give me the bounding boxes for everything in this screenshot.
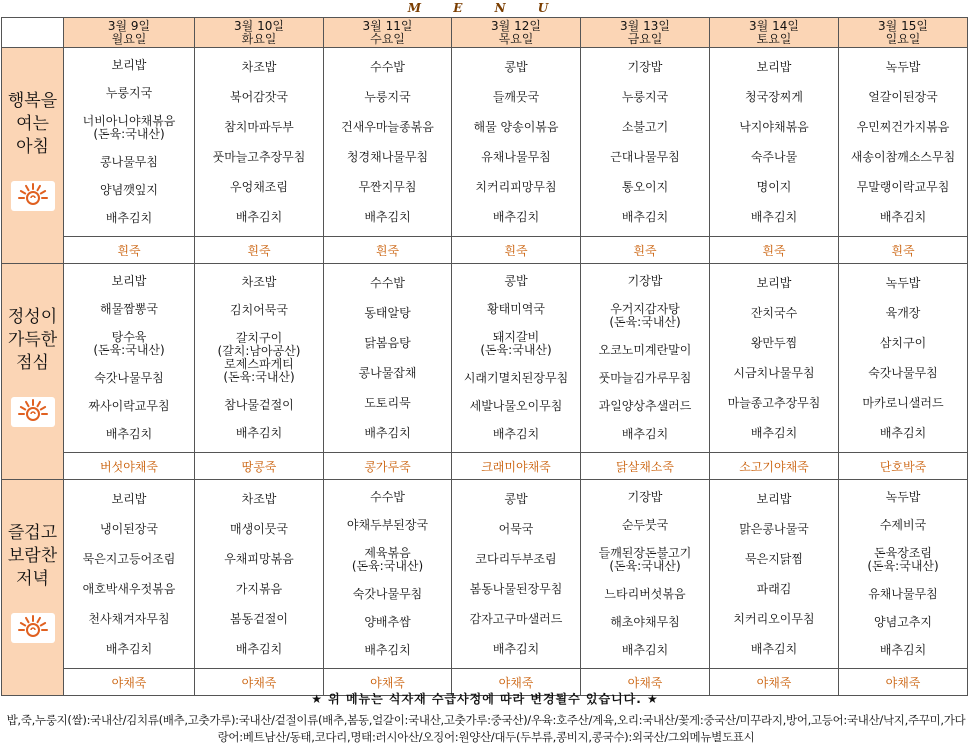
dish-item: 유채나물무침 <box>868 586 938 601</box>
dish-cell <box>581 480 710 669</box>
day-of-week: 토요일 <box>756 31 792 46</box>
day-date: 3월 10일 <box>234 18 284 33</box>
day-header <box>839 18 968 48</box>
meal-label: 행복을 여는 아침 <box>7 91 58 157</box>
dish-item: 명이지 <box>756 179 792 194</box>
dish-item: 도토리묵 <box>364 395 411 410</box>
day-header <box>710 18 839 48</box>
dish-item: 어묵국 <box>498 521 534 536</box>
dish-cell <box>452 480 581 669</box>
dish-item: 배추김치 <box>492 641 540 656</box>
dish-cell <box>452 48 581 237</box>
day-date: 3월 15일 <box>878 18 928 33</box>
dish-item: 너비아니야채볶음 (돈육:국내산) <box>82 114 176 142</box>
dish-item: 보리밥 <box>111 491 147 506</box>
dish-list <box>452 480 580 668</box>
dish-item: 시금치나물무침 <box>733 365 815 380</box>
dish-cell <box>195 480 324 669</box>
dish-item: 돈육장조림 (돈육:국내산) <box>867 546 939 574</box>
dish-item: 유채나물무침 <box>481 149 551 164</box>
porridge-row <box>2 453 968 480</box>
day-of-week: 수요일 <box>370 31 405 46</box>
sun-icon <box>11 613 55 643</box>
dish-item: 돼지갈비 (돈육:국내산) <box>480 330 552 358</box>
dish-item: 치커리오이무침 <box>733 611 815 626</box>
day-date: 3월 11일 <box>362 18 413 33</box>
dish-item: 북어감잣국 <box>230 89 288 104</box>
dish-item: 느타리버섯볶음 <box>604 586 686 601</box>
corner-cell <box>2 18 64 48</box>
dish-item: 배추김치 <box>492 426 540 441</box>
dish-list <box>839 480 967 668</box>
dish-item: 김치어묵국 <box>230 302 288 317</box>
dish-item: 배추김치 <box>235 426 283 441</box>
dish-list <box>839 264 967 452</box>
origin-info: 밥,죽,누룽지(쌀):국내산/김치류(배추,고춧가루):국내산/겉절이류(배추,봄동,얼갈이:국내산,고춧가루:중국산)/우육:호주산/계육,오리:국내산/꽃게:중국산/미꾸라지,방어,고등어:국내산/낙지,주꾸미,가다랑어:베트남산/동태,코다리,명태:러시아산/오징어:원양산/대두(두부류,콩비지,콩국수):외국산/그외메뉴별도표시 <box>6 713 966 744</box>
porridge-cell: 콩가루죽 <box>324 453 452 480</box>
meal-label-cell <box>2 480 64 696</box>
dish-list <box>839 48 967 236</box>
dish-item: 해물 양송이볶음 <box>473 119 559 134</box>
dish-item: 통오이지 <box>621 179 669 194</box>
dish-item: 양념깻잎지 <box>100 182 158 197</box>
dish-cell <box>64 264 195 453</box>
dish-item: 무짠지무침 <box>358 179 417 194</box>
dish-item: 배추김치 <box>105 641 153 656</box>
dish-item: 묵은지고등어조림 <box>82 551 176 566</box>
dish-item: 배추김치 <box>364 425 411 440</box>
dish-item: 양념고추지 <box>874 614 932 629</box>
dish-item: 삼치구이 <box>879 335 927 350</box>
dish-item: 녹두밥 <box>885 490 921 505</box>
porridge-cell: 야채죽 <box>581 669 710 696</box>
dish-item: 콩밥 <box>504 274 528 289</box>
dish-item: 동태알탕 <box>364 305 411 320</box>
day-of-week: 화요일 <box>241 31 277 46</box>
dish-cell <box>839 48 968 237</box>
dish-item: 해물짬뽕국 <box>100 302 158 317</box>
dish-cell <box>710 480 839 669</box>
porridge-cell: 땅콩죽 <box>195 453 324 480</box>
dish-item: 무말랭이락교무침 <box>856 179 950 194</box>
dish-item: 우채피망볶음 <box>224 551 294 566</box>
dish-item: 콩나물잡채 <box>358 365 417 380</box>
dish-item: 소불고기 <box>621 119 669 134</box>
dish-item: 들깨뭇국 <box>492 89 540 104</box>
dish-item: 배추김치 <box>621 209 669 224</box>
dish-list <box>64 480 194 668</box>
dish-item: 냉이된장국 <box>100 521 158 536</box>
dish-item: 마늘종고추장무침 <box>727 395 821 410</box>
porridge-cell: 흰죽 <box>581 237 710 264</box>
day-date: 3월 12일 <box>491 18 541 33</box>
dish-cell <box>324 48 452 237</box>
dish-cell <box>324 480 452 669</box>
dish-item: 배추김치 <box>879 209 927 224</box>
dish-list <box>195 480 323 668</box>
porridge-cell: 흰죽 <box>452 237 581 264</box>
sun-icon <box>11 181 55 211</box>
dish-item: 시래기멸치된장무침 <box>463 370 569 385</box>
dish-cell <box>581 264 710 453</box>
dish-item: 갈치구이 (갈치:남아공산) 로제스파게티 (돈육:국내산) <box>217 330 301 384</box>
dish-item: 수제비국 <box>879 518 927 533</box>
dish-item: 수수밥 <box>370 59 405 74</box>
dish-item: 차조밥 <box>241 274 277 289</box>
dish-item: 가지볶음 <box>235 581 283 596</box>
dish-item: 천사채겨자무침 <box>88 611 170 626</box>
dish-item: 배추김치 <box>879 425 927 440</box>
dish-item: 숙갓나물무침 <box>868 365 938 380</box>
day-of-week: 월요일 <box>111 31 147 46</box>
dish-list <box>581 48 709 236</box>
dish-item: 배추김치 <box>105 426 153 441</box>
dish-item: 배추김치 <box>364 642 411 657</box>
dish-list <box>710 264 838 452</box>
dish-list <box>324 480 451 668</box>
dish-item: 우거지감자탕 (돈육:국내산) <box>609 302 681 330</box>
day-date: 3월 9일 <box>107 18 151 33</box>
dish-item: 매생이뭇국 <box>230 521 288 536</box>
dish-list <box>64 264 194 452</box>
porridge-cell: 닭살채소죽 <box>581 453 710 480</box>
dish-item: 코다리두부조림 <box>475 551 557 566</box>
meal-row <box>2 48 968 237</box>
dish-item: 배추김치 <box>235 641 283 656</box>
porridge-cell: 단호박죽 <box>839 453 968 480</box>
dish-cell <box>839 480 968 669</box>
dish-item: 짜사이락교무침 <box>88 398 170 413</box>
dish-item: 배추김치 <box>235 209 283 224</box>
dish-item: 봄동나물된장무침 <box>469 581 563 596</box>
dish-item: 청국장찌게 <box>745 89 803 104</box>
porridge-cell: 흰죽 <box>64 237 195 264</box>
meal-row <box>2 480 968 669</box>
dish-item: 배추김치 <box>879 642 927 657</box>
meal-label-cell <box>2 264 64 480</box>
dish-item: 숙갓나물무침 <box>94 370 164 385</box>
dish-item: 기장밥 <box>627 59 663 74</box>
dish-item: 건새우마늘종볶음 <box>341 119 434 134</box>
dish-item: 낙지야채볶음 <box>739 119 809 134</box>
dish-item: 수수밥 <box>370 275 405 290</box>
dish-item: 왕만두찜 <box>750 335 798 350</box>
day-date: 3월 14일 <box>749 18 799 33</box>
dish-item: 육개장 <box>885 305 921 320</box>
porridge-row <box>2 237 968 264</box>
dish-item: 제육볶음 (돈육:국내산) <box>351 546 424 574</box>
dish-item: 새송이참깨소스무침 <box>850 149 956 164</box>
dish-item: 기장밥 <box>627 274 663 289</box>
dish-item: 배추김치 <box>105 210 153 225</box>
dish-cell <box>839 264 968 453</box>
dish-item: 배추김치 <box>364 209 411 224</box>
dish-list <box>195 48 323 236</box>
meal-label: 즐겁고 보람찬 저녁 <box>7 523 58 589</box>
dish-item: 파래김 <box>756 581 792 596</box>
menu-title: M E N U <box>407 1 563 15</box>
dish-cell <box>195 264 324 453</box>
dish-item: 닭봄음탕 <box>364 335 411 350</box>
dish-item: 얼갈이된장국 <box>868 89 938 104</box>
dish-item: 콩밥 <box>504 59 528 74</box>
dish-item: 참치마파두부 <box>224 119 294 134</box>
sun-icon-graphic <box>13 397 53 427</box>
dish-cell <box>64 48 195 237</box>
day-header <box>64 18 195 48</box>
porridge-cell: 버섯야채죽 <box>64 453 195 480</box>
porridge-cell: 야채죽 <box>452 669 581 696</box>
dish-item: 녹두밥 <box>885 59 921 74</box>
day-of-week: 금요일 <box>627 31 663 46</box>
dish-list <box>64 48 194 236</box>
dish-item: 세발나물오이무침 <box>469 398 563 413</box>
dish-item: 보리밥 <box>756 275 792 290</box>
dish-item: 배추김치 <box>750 641 798 656</box>
porridge-cell: 흰죽 <box>710 237 839 264</box>
dish-item: 기장밥 <box>627 490 663 505</box>
day-of-week: 일요일 <box>885 31 921 46</box>
day-header <box>452 18 581 48</box>
dish-item: 양배추쌈 <box>364 614 411 629</box>
day-of-week: 목요일 <box>498 31 534 46</box>
dish-item: 숙주나물 <box>750 149 798 164</box>
dish-item: 보리밥 <box>756 491 792 506</box>
dish-item: 배추김치 <box>750 209 798 224</box>
dish-item: 애호박새우젓볶음 <box>82 581 176 596</box>
porridge-cell: 야채죽 <box>710 669 839 696</box>
dish-list <box>581 480 709 668</box>
porridge-cell: 흰죽 <box>324 237 452 264</box>
dish-list <box>581 264 709 452</box>
day-date: 3월 13일 <box>620 18 670 33</box>
day-header-row <box>2 18 968 48</box>
dish-item: 봄동겉절이 <box>230 611 288 626</box>
dish-cell <box>195 48 324 237</box>
porridge-cell: 야채죽 <box>324 669 452 696</box>
dish-list <box>324 48 451 236</box>
dish-item: 녹두밥 <box>885 275 921 290</box>
dish-item: 배추김치 <box>492 209 540 224</box>
dish-list <box>324 264 451 452</box>
meal-row <box>2 264 968 453</box>
dish-item: 우엉채조림 <box>230 179 288 194</box>
dish-item: 맑은콩나물국 <box>739 521 809 536</box>
dish-item: 차조밥 <box>241 491 277 506</box>
dish-item: 배추김치 <box>621 426 669 441</box>
dish-item: 해초야채무침 <box>610 614 680 629</box>
dish-cell <box>581 48 710 237</box>
porridge-cell: 크래미야채죽 <box>452 453 581 480</box>
dish-item: 마카로니샐러드 <box>862 395 944 410</box>
dish-item: 누룽지국 <box>621 89 669 104</box>
menu-table <box>1 17 968 696</box>
dish-item: 참나물겉절이 <box>224 398 294 413</box>
dish-item: 들깨된장돈불고기 (돈육:국내산) <box>598 546 692 574</box>
dish-list <box>710 48 838 236</box>
dish-item: 콩밥 <box>504 491 528 506</box>
day-header <box>324 18 452 48</box>
porridge-cell: 야채죽 <box>195 669 324 696</box>
dish-item: 배추김치 <box>621 642 669 657</box>
dish-item: 보리밥 <box>111 274 147 289</box>
dish-item: 청경채나물무침 <box>346 149 429 164</box>
sun-icon-graphic <box>13 613 53 643</box>
dish-list <box>710 480 838 668</box>
dish-cell <box>452 264 581 453</box>
dish-item: 콩나물무침 <box>100 154 158 169</box>
meal-label: 정성이 가득한 점심 <box>7 307 58 373</box>
dish-item: 숙갓나물무침 <box>352 586 423 601</box>
dish-item: 야채두부된장국 <box>346 518 429 533</box>
dish-cell <box>324 264 452 453</box>
dish-item: 수수밥 <box>370 490 405 505</box>
dish-item: 오코노미계란말이 <box>598 343 692 358</box>
dish-item: 풋마늘고추장무침 <box>212 149 306 164</box>
dish-cell <box>710 264 839 453</box>
dish-item: 묵은지닭찜 <box>745 551 803 566</box>
day-header <box>195 18 324 48</box>
dish-item: 보리밥 <box>756 59 792 74</box>
dish-cell <box>710 48 839 237</box>
dish-item: 풋마늘김가루무침 <box>598 370 692 385</box>
sun-icon-graphic <box>13 181 53 211</box>
dish-item: 과일양상추샐러드 <box>598 398 692 413</box>
dish-item: 우민찌건가지볶음 <box>856 119 950 134</box>
dish-item: 배추김치 <box>750 425 798 440</box>
porridge-cell: 흰죽 <box>195 237 324 264</box>
porridge-cell: 야채죽 <box>839 669 968 696</box>
dish-list <box>452 264 580 452</box>
porridge-cell: 흰죽 <box>839 237 968 264</box>
porridge-cell: 소고기야채죽 <box>710 453 839 480</box>
dish-cell <box>64 480 195 669</box>
dish-item: 잔치국수 <box>750 305 798 320</box>
dish-item: 탕수육 (돈육:국내산) <box>93 330 165 358</box>
dish-item: 감자고구마샐러드 <box>469 611 563 626</box>
dish-item: 보리밥 <box>111 58 147 73</box>
dish-item: 치커리피망무침 <box>475 179 557 194</box>
dish-item: 근대나물무침 <box>610 149 680 164</box>
dish-item: 차조밥 <box>241 59 277 74</box>
dish-item: 누룽지국 <box>105 86 153 101</box>
dish-item: 순두붓국 <box>621 518 669 533</box>
dish-item: 누룽지국 <box>364 89 411 104</box>
change-notice: ★ 위 메뉴는 식자재 수급사정에 따라 변경될수 있습니다. ★ <box>311 692 659 706</box>
day-header <box>581 18 710 48</box>
meal-label-cell <box>2 48 64 264</box>
porridge-cell: 야채죽 <box>64 669 195 696</box>
dish-list <box>452 48 580 236</box>
dish-item: 황태미역국 <box>487 302 545 317</box>
sun-icon <box>11 397 55 427</box>
dish-list <box>195 264 323 452</box>
